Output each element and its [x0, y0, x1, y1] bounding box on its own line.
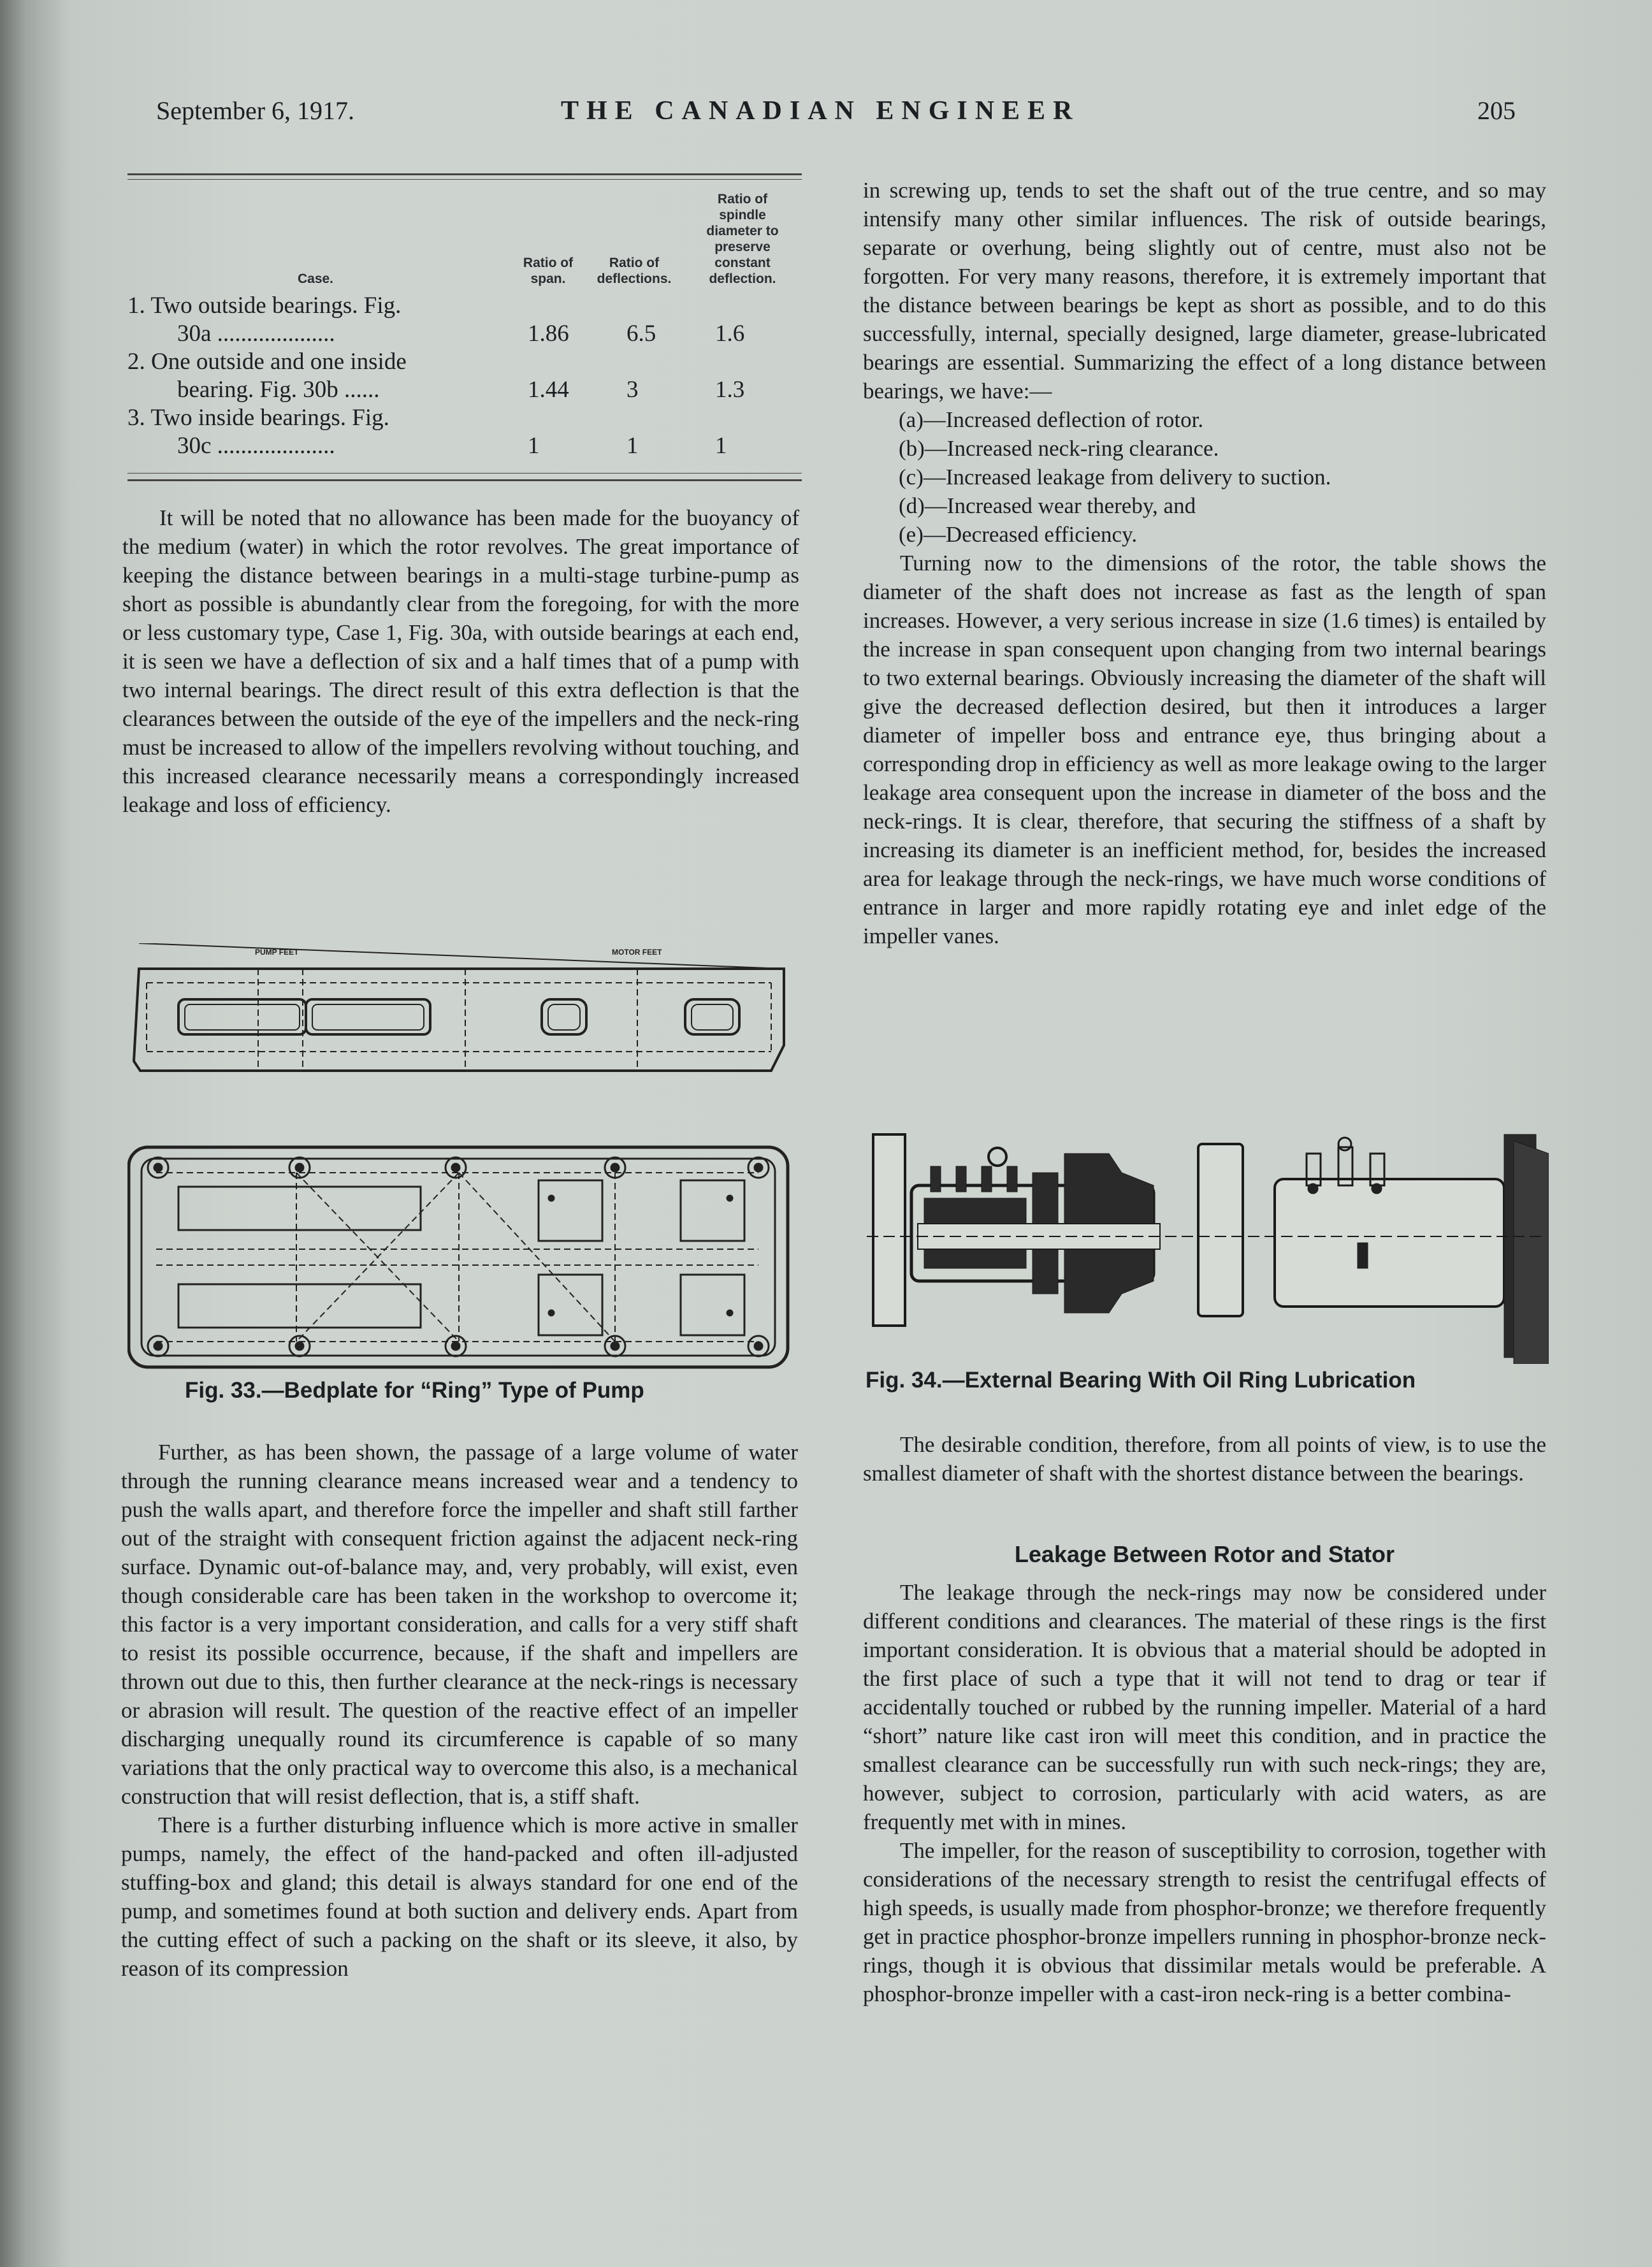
paragraph: The desirable condition, therefore, from all points of view, is to use the smallest diameter of shaft with the shortest distance between the bearings. [863, 1432, 1546, 1486]
table-bottom-rule-2 [127, 479, 802, 481]
list-item: (d)—Increased wear thereby, and [899, 493, 1196, 518]
table-header-diameter: Ratio of spindle diameter to preserve constant deflection. [706, 192, 779, 286]
row2-deflection: 3 [627, 377, 639, 403]
list-item: (b)—Increased neck-ring clearance. [899, 436, 1219, 461]
row1-deflection: 6.5 [627, 321, 656, 347]
row2-span: 1.44 [528, 377, 569, 403]
paragraph: The impeller, for the reason of susceptibility to corrosion, together with considerations of the necessary strength to resist the centrifugal effects of high speeds, is usually made from phosphor-bronze; we therefore frequently get in practice phosphor-bronze impellers running in phosphor-bronze neck-rings, though it is obvious that dissimilar metals would be preferable. A phosphor-bronze impeller with a cast-iron neck-ring is a better combina- [863, 1838, 1546, 2006]
paragraph: There is a further disturbing influence which is more active in smaller pumps, namely, the effect of the hand-packed and often ill-adjusted stuffing-box and gland; this detail is always standard for one end of the pump, and sometimes found at both suction and delivery ends. Apart from the cutting effect of such a packing on the shaft or its sleeve, it also, by reason of its compression [121, 1813, 798, 1981]
table-top-rule [127, 173, 802, 175]
row1-case-line1: 1. Two outside bearings. Fig. [127, 293, 402, 319]
paragraph: The leakage through the neck-rings may now be considered under different conditions and clearances. The material of these rings is the first important consideration. It is obvious that a material should be adopted in the first place of such a type that it will not tend to drag or tear if accidentally touched or rubbed by the running impeller. Material of a hard “short” nature like cast iron will meet this condition, and in practice the smallest clearance can be successfully run with such neck-rings; they are, however, subject to corrosion, particularly with acid waters, as are frequently met with in mines. [863, 1580, 1546, 1834]
table-bottom-rule [127, 473, 802, 474]
list-item: (a)—Increased deflection of rotor. [899, 407, 1204, 432]
fig33-label-motor-feet: MOTOR FEET [612, 948, 662, 957]
paragraph: It will be noted that no allowance has been made for the buoyancy of the medium (water) in which the rotor revolves. The great importance of keeping the distance between bearings in a multi-stage turbine-pump as short as possible is abundantly clear from the foregoing, for with the more or less customary type, Case 1, Fig. 30a, with outside bearings at each end, it is seen we have a deflection of six and a half times that of a pump with two internal bearings. The direct result of this extra deflection is that the clearances between the outside of the eye of the impellers and the neck-ring must be increased to allow of the impellers revolving without touching, and this increased clearance necessarily means a correspondingly increased leakage and loss of efficiency. [122, 505, 799, 817]
row3-diameter: 1 [715, 433, 727, 459]
list-item: (c)—Increased leakage from delivery to suction. [899, 465, 1331, 489]
fig33-caption: Fig. 33.—Bedplate for “Ring” Type of Pump [185, 1378, 644, 1403]
right-column-bottom [863, 1430, 1546, 1488]
list-item: (e)—Decreased efficiency. [899, 522, 1138, 547]
table-top-rule-2 [127, 179, 802, 180]
row1-diameter: 1.6 [715, 321, 745, 347]
table-header-case: Case. [297, 272, 334, 286]
row1-span: 1.86 [528, 321, 569, 347]
row3-deflection: 1 [627, 433, 639, 459]
row2-diameter: 1.3 [715, 377, 745, 403]
left-column-bottom [121, 1438, 798, 1983]
left-column-top [122, 503, 799, 819]
row2-case-line2: bearing. Fig. 30b ...... [177, 377, 380, 403]
right-column-end [863, 1578, 1546, 2008]
paragraph: Further, as has been shown, the passage of a large volume of water through the running clearance means increased wear and a tendency to push the walls apart, and therefore force the impeller and shaft still farther out of the straight with consequent friction against the adjacent neck-ring surface. Dynamic out-of-balance may, and, very probably, will exist, even though considerable care has been taken in the workshop to overcome it; this factor is a very important consideration, and calls for a very stiff shaft to resist its possible occurrence, because, if the shaft and impellers are thrown out due to this, then further clearance at the neck-rings is necessary or abrasion will result. The question of the reactive effect of an impeller discharging unequally round its circumference is capable of so many variations that the only practical way to overcome this also, is a mechanical construction that will resist deflection, that is, a stiff shaft. [121, 1440, 798, 1809]
row3-case-line2: 30c .................... [177, 433, 335, 459]
paragraph: in screwing up, tends to set the shaft out of the true centre, and so may intensify many other similar influences. The risk of outside bearings, separate or overhung, being slightly out of centre, must also not be forgotten. For very many reasons, therefore, it is extremely important that the distance between bearings be kept as short as possible, and to do this successfully, internal, specially designed, large diameter, grease-lubricated bearings are essential. Summarizing the effect of a long distance between bearings, we have:— [863, 178, 1546, 403]
paragraph: Turning now to the dimensions of the rotor, the table shows the diameter of the shaft does not increase as fast as the length of span increases. However, a very serious increase in size (1.6 times) is entailed by the increase in span consequent upon changing from two internal bearings to two external bearings. Obviously increasing the diameter of the shaft will give the decreased deflection desired, but then it introduces a larger diameter of impeller boss and entrance eye, thus bringing about a corresponding drop in efficiency as well as more leakage owing to the larger leakage area consequent upon the increase in diameter of the boss and the neck-rings. It is clear, therefore, that securing the stiffness of a shaft by increasing its diameter is an inefficient method, for, besides the increased area for leakage through the neck-rings, we have much worse conditions of entrance in larger and more rapidly rotating eye and inlet edge of the impeller vanes. [863, 551, 1546, 948]
journal-title: THE CANADIAN ENGINEER [561, 96, 1080, 126]
bedplate-side-elevation [134, 943, 784, 1071]
fig33-label-pump-feet: PUMP FEET [255, 948, 299, 957]
fig34-caption: Fig. 34.—External Bearing With Oil Ring Lubrication [866, 1368, 1416, 1393]
fig34-external-bearing-drawing [867, 1128, 1549, 1364]
header-date: September 6, 1917. [156, 96, 355, 125]
fig33-bedplate-drawing [127, 943, 803, 1377]
row3-span: 1 [528, 433, 540, 459]
row2-case-line1: 2. One outside and one inside [127, 349, 407, 375]
table-header-deflections: Ratio of deflections. [597, 256, 672, 286]
section-heading: Leakage Between Rotor and Stator [1014, 1541, 1395, 1567]
row3-case-line1: 3. Two inside bearings. Fig. [127, 405, 389, 431]
row1-case-line2: 30a .................... [177, 321, 335, 347]
right-column-top [863, 176, 1546, 950]
bedplate-plan-view [129, 1147, 788, 1367]
table-header-span: Ratio of span. [523, 256, 574, 286]
page-number: 205 [1477, 96, 1516, 125]
